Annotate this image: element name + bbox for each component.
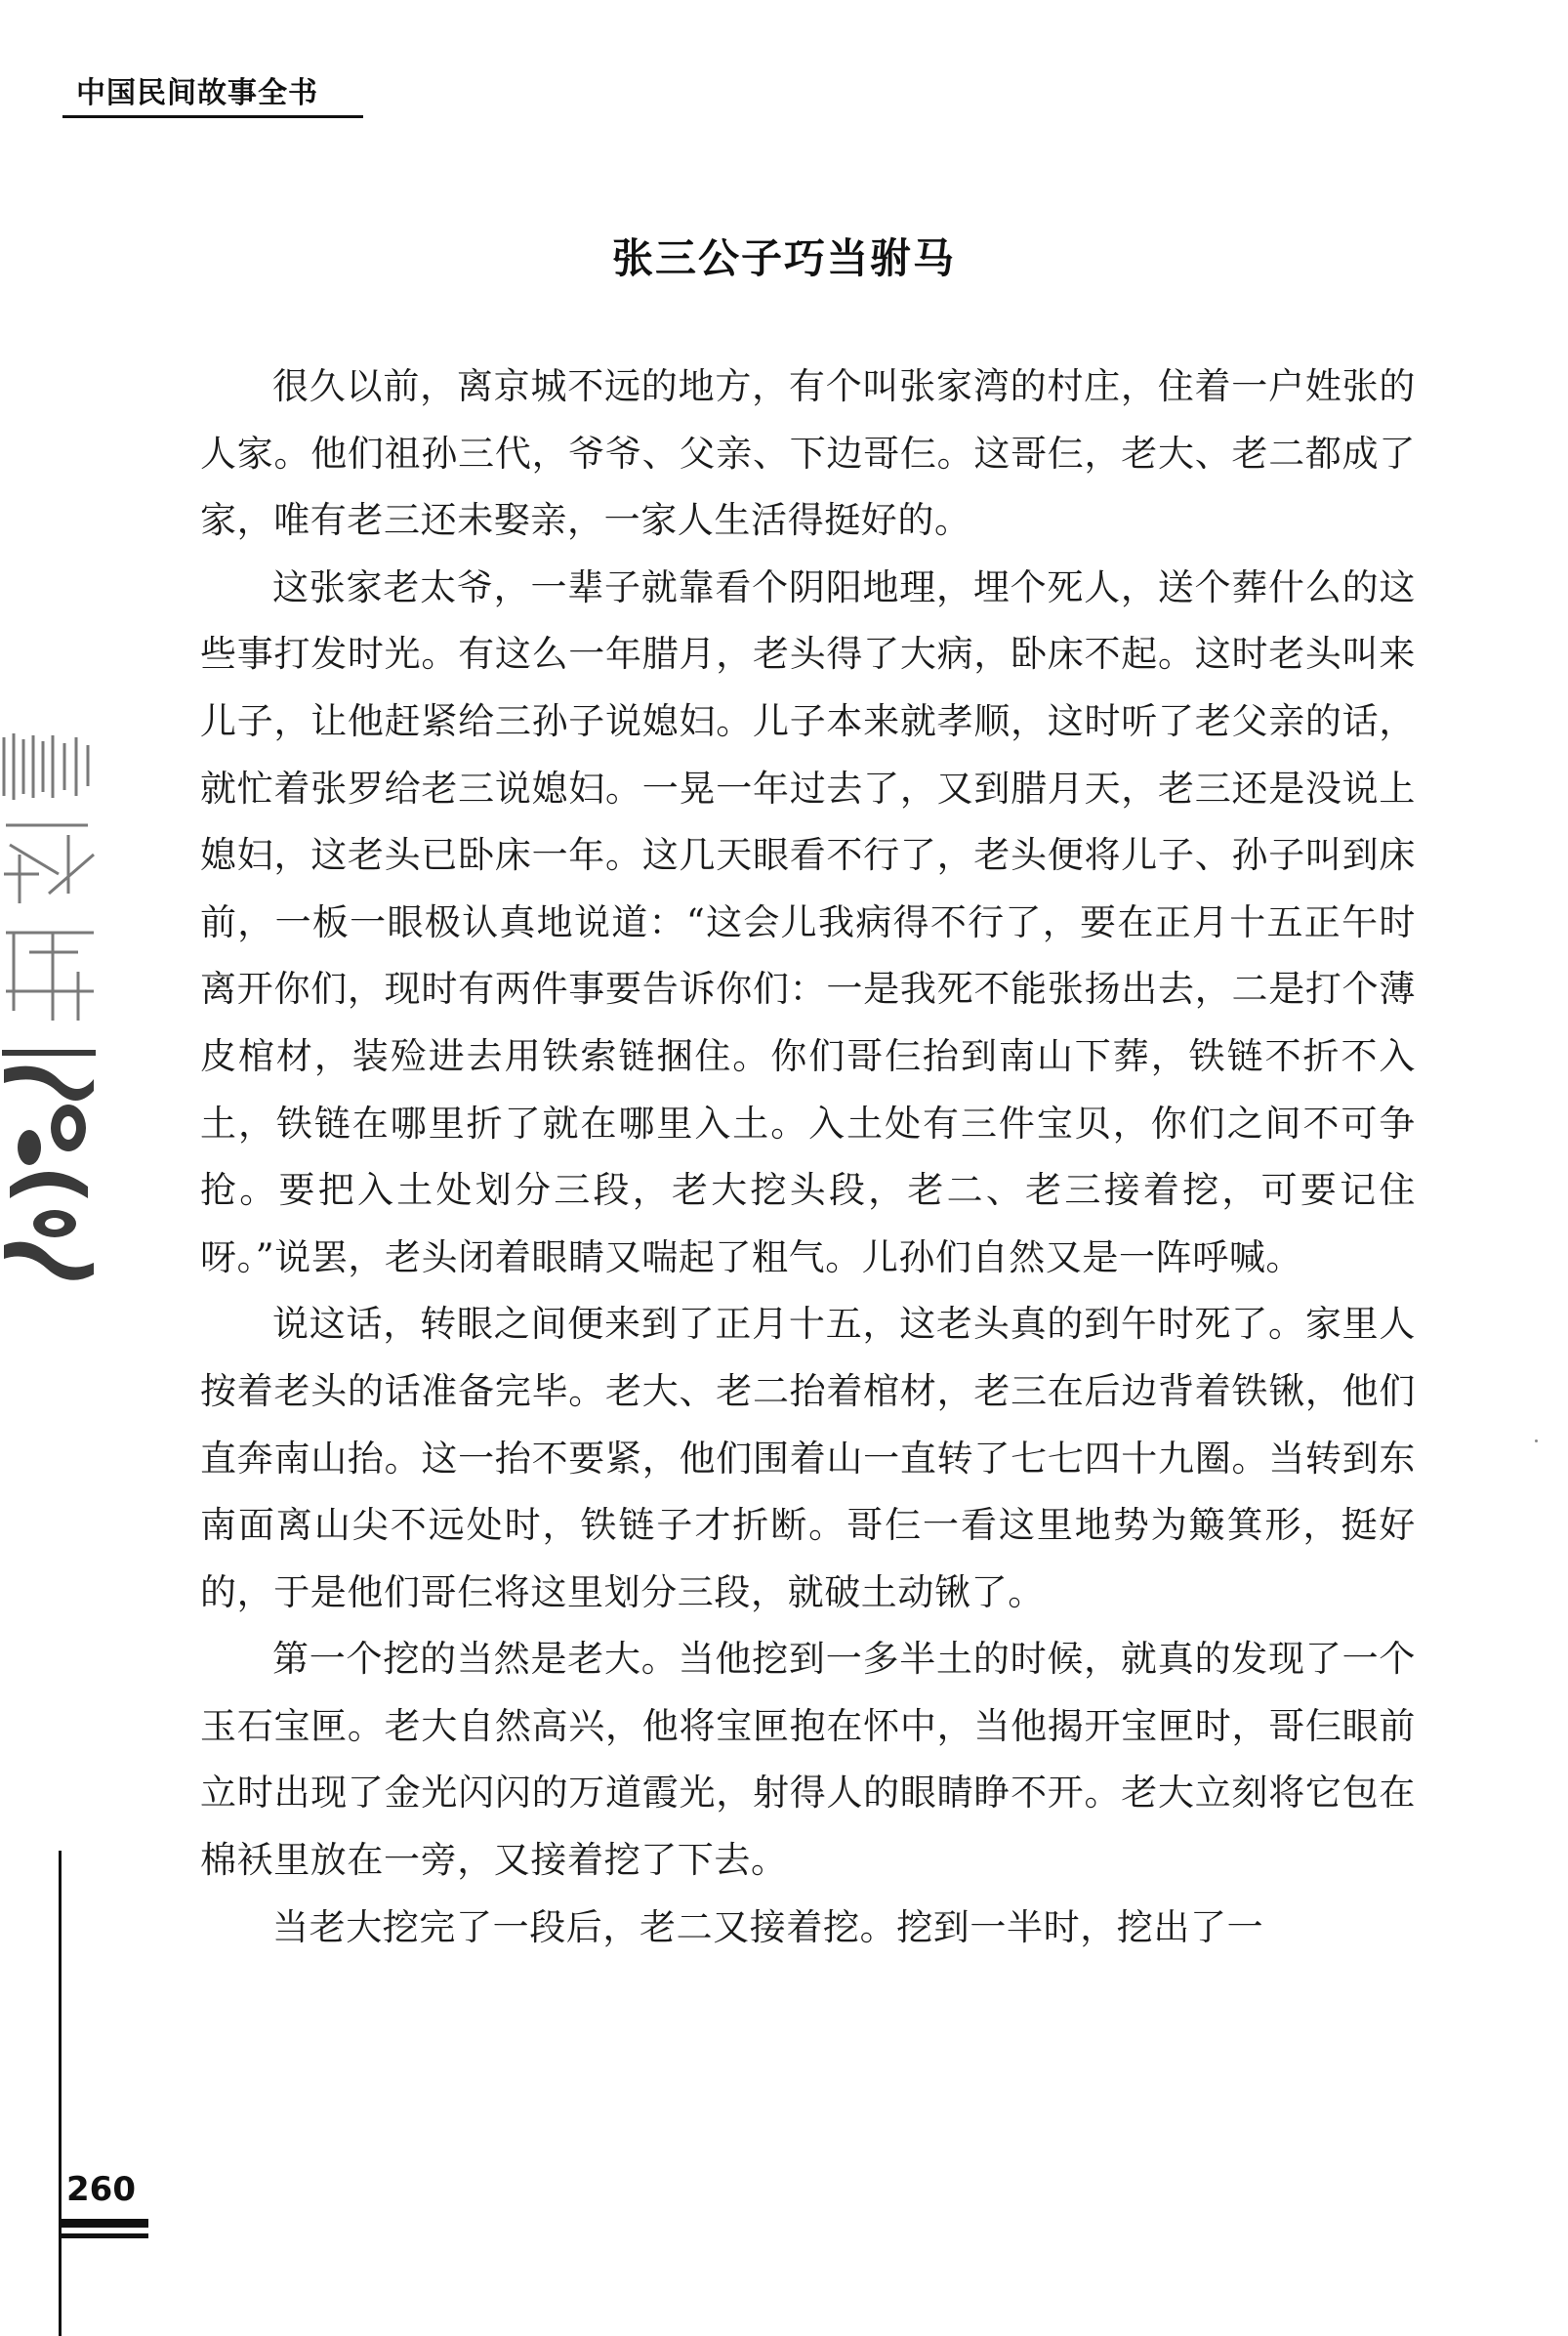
page-number: 260 xyxy=(66,2170,136,2209)
footer-rule xyxy=(59,2219,148,2228)
paragraph: 说这话，转眼之间便来到了正月十五，这老头真的到午时死了。家里人按着老头的话准备完毕。老大、老二抬着棺材，老三在后边背着铁锹，他们直奔南山抬。这一抬不要紧，他们围着山一直转了七七四十九圈。当转到东南面离山尖不远处时，铁链子才折断。哥仨一看这里地势为簸箕形，挺好的，于是他们哥仨将这里划分三段，就破土动锹了。 xyxy=(200,1303,1416,1613)
paragraph: 第一个挖的当然是老大。当他挖到一多半土的时候，就真的发现了一个玉石宝匣。老大自然高兴，他将宝匣抱在怀中，当他揭开宝匣时，哥仨眼前立时出现了金光闪闪的万道霞光，射得人的眼睛睁不开。老大立刻将它包在棉袄里放在一旁，又接着挖了下去。 xyxy=(200,1638,1416,1882)
paragraph: 很久以前，离京城不远的地方，有个叫张家湾的村庄，住着一户姓张的人家。他们祖孙三代，爷爷、父亲、下边哥仨。这哥仨，老大、老二都成了家，唯有老三还未娶亲，一家人生活得挺好的。 xyxy=(200,365,1416,542)
scan-speck xyxy=(1535,1439,1538,1442)
running-header: 中国民间故事全书 xyxy=(76,76,318,110)
story-body xyxy=(200,354,1416,1961)
story-title: 张三公子巧当驸马 xyxy=(611,234,956,282)
margin-vertical-rule xyxy=(59,1851,62,2336)
header-rule xyxy=(62,115,363,118)
margin-seal-decoration xyxy=(0,728,98,1294)
footer-rule xyxy=(59,2233,148,2238)
paragraph: 这张家老太爷，一辈子就靠看个阴阳地理，埋个死人，送个葬什么的这些事打发时光。有这么一年腊月，老头得了大病，卧床不起。这时老头叫来儿子，让他赶紧给三孙子说媳妇。儿子本来就孝顺，这时听了老父亲的话，就忙着张罗给老三说媳妇。一晃一年过去了，又到腊月天，老三还是没说上媳妇，这老头已卧床一年。这几天眼看不行了，老头便将儿子、孙子叫到床前，一板一眼极认真地说道：“这会儿我病得不行了，要在正月十五正午时离开你们，现时有两件事要告诉你们：一是我死不能张扬出去，二是打个薄皮棺材，装殓进去用铁索链捆住。你们哥仨抬到南山下葬，铁链不折不入土，铁链在哪里折了就在哪里入土。入土处有三件宝贝，你们之间不可争抢。要把入土处划分三段，老大挖头段，老二、老三接着挖，可要记住呀。”说罢，老头闭着眼睛又喘起了粗气。儿孙们自然又是一阵呼喊。 xyxy=(200,565,1416,1278)
paragraph: 当老大挖完了一段后，老二又接着挖。挖到一半时，挖出了一 xyxy=(272,1905,1264,1948)
